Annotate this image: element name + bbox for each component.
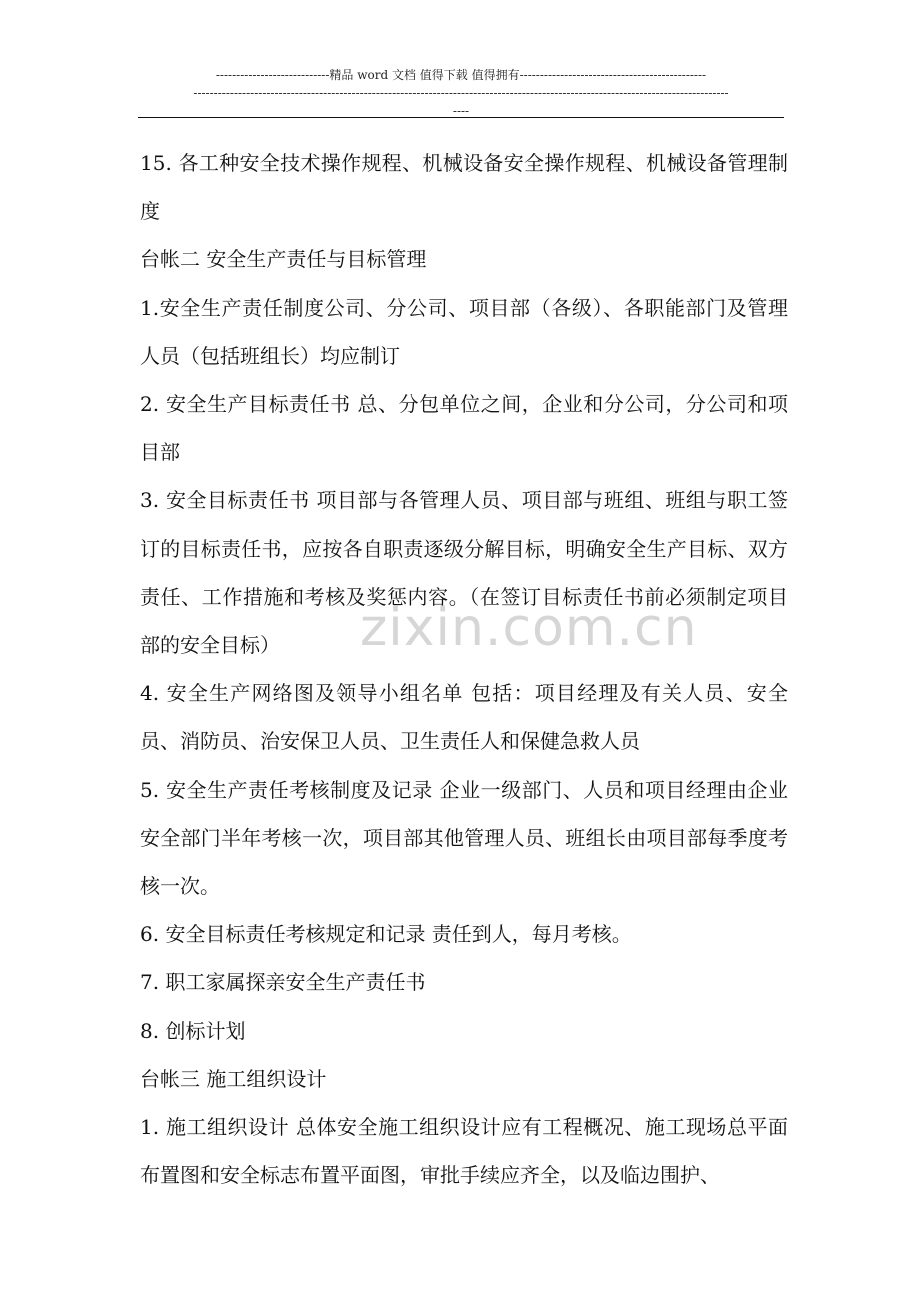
section-heading-ledger-3: 台帐三 施工组织设计 <box>140 1066 327 1091</box>
header-divider <box>138 117 784 118</box>
page-header <box>138 66 784 120</box>
document-body <box>140 139 788 1199</box>
header-dash-tail: ---- <box>452 104 470 118</box>
header-banner: ----------------------------精品 word 文档 值得下载 值得拥有---------------------------------------------- <box>215 68 707 82</box>
header-dash-line: ------------------------------------------------------------------------------------------------------------------------------------ <box>193 86 729 100</box>
section-heading-ledger-2: 台帐二 安全生产责任与目标管理 <box>140 247 427 272</box>
paragraph-item-8: 8. 创标计划 <box>140 1018 246 1043</box>
paragraph-item-7: 7. 职工家属探亲安全生产责任书 <box>140 970 426 995</box>
paragraph-item-4: 4. 安全生产网络图及领导小组名单 包括：项目经理及有关人员、安全员、消防员、治安保卫人员、卫生责任人和保健急救人员 <box>140 681 788 754</box>
paragraph-construction-design: 1. 施工组织设计 总体安全施工组织设计应有工程概况、施工现场总平面布置图和安全标志布置平面图，审批手续应齐全，以及临边围护、 <box>140 1115 788 1188</box>
paragraph-item-1: 1.安全生产责任制度公司、分公司、项目部（各级）、各职能部门及管理人员（包括班组长）均应制订 <box>140 295 788 368</box>
paragraph-item-2: 2. 安全生产目标责任书 总、分包单位之间，企业和分公司，分公司和项目部 <box>140 392 788 465</box>
paragraph-item-6: 6. 安全目标责任考核规定和记录 责任到人，每月考核。 <box>140 922 632 947</box>
watermark-text: zixin.com.cn <box>360 598 698 658</box>
paragraph-item-5: 5. 安全生产责任考核制度及记录 企业一级部门、人员和项目经理由企业安全部门半年考核一次，项目部其他管理人员、班组长由项目部每季度考核一次。 <box>140 777 788 899</box>
paragraph-item-3: 3. 安全目标责任书 项目部与各管理人员、项目部与班组、班组与职工签订的目标责任书，应按各自职责逐级分解目标，明确安全生产目标、双方责任、工作措施和考核及奖惩内容。（在签订目标责任书前必须制定项目部的安全目标） <box>140 488 788 658</box>
paragraph-item-15: 15. 各工种安全技术操作规程、机械设备安全操作规程、机械设备管理制度 <box>140 151 788 224</box>
